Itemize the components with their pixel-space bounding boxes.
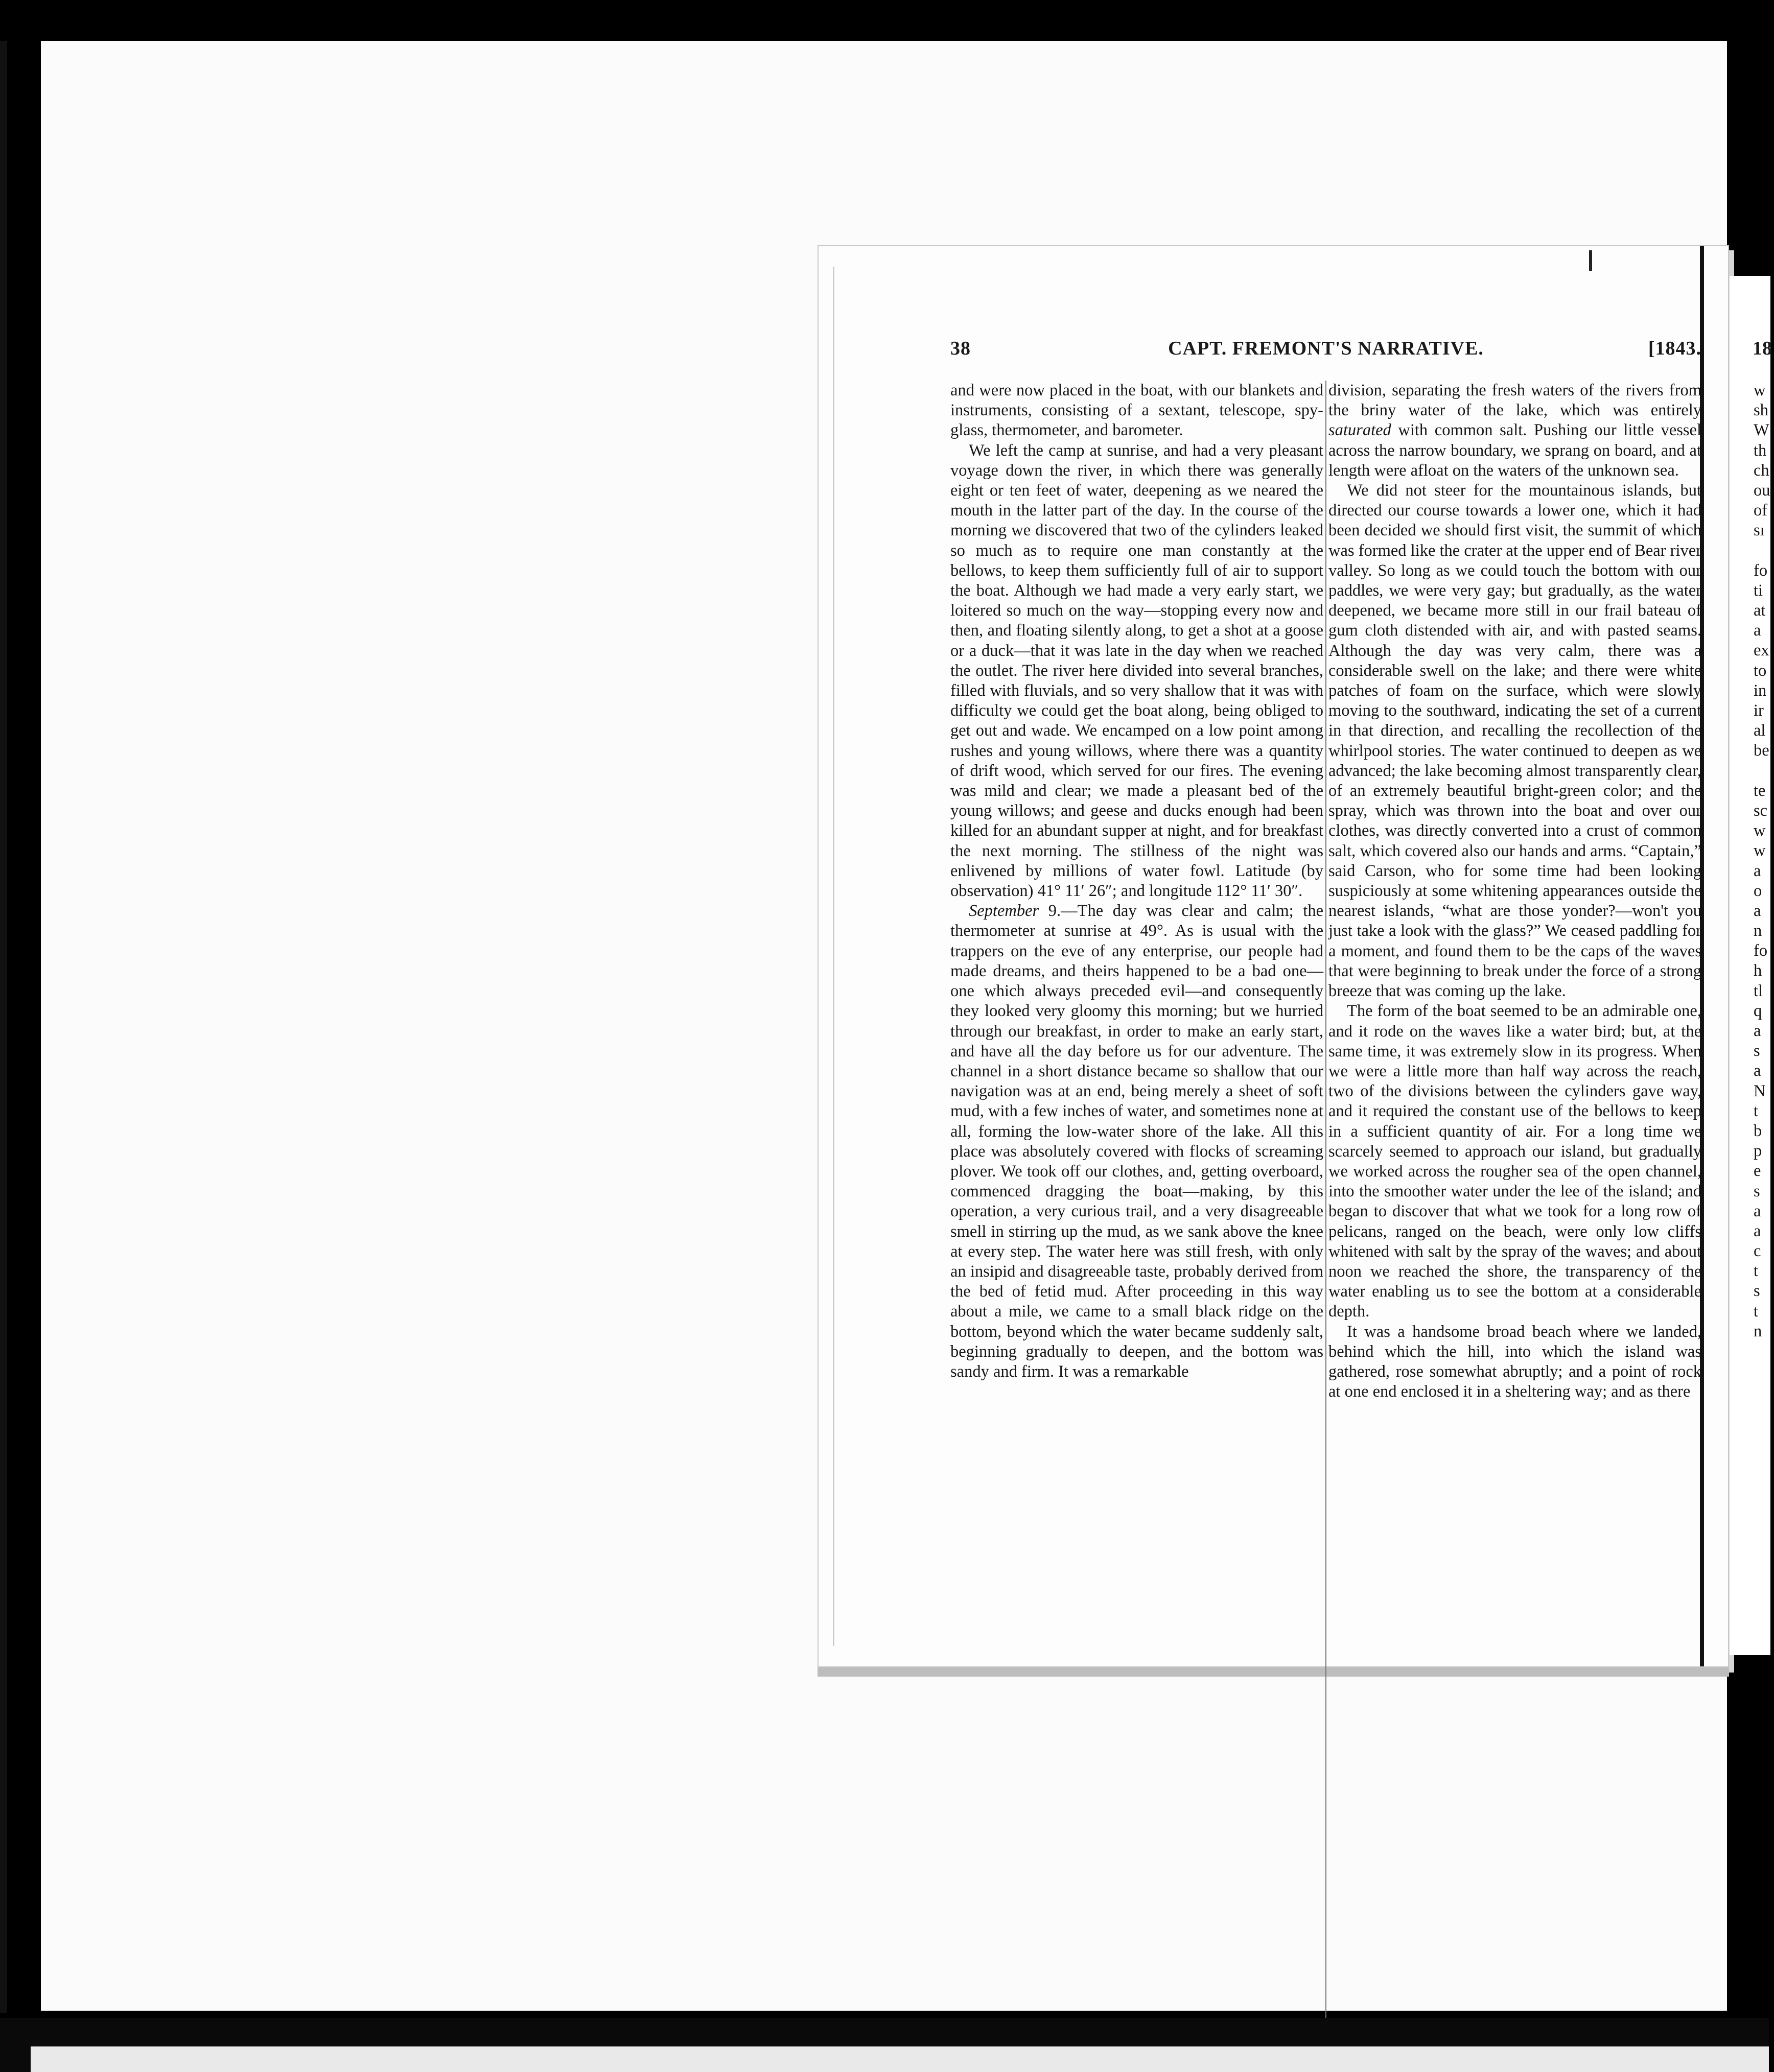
scan-mark — [1589, 250, 1592, 271]
left-column — [950, 381, 1323, 2066]
paragraph: We did not steer for the mountainous islands, but directed our course towards a lower one, which it had been decided we should first visit, the summit of which was formed like the crater at the upper end of Bear river valley. So long as we could touch the bottom with our paddles, we were very gay; but gradually, as the water deepened, we became more still in our frail bateau of gum cloth distended with air, and with pasted seams. Although the day was very calm, there was a considerable swell on the lake; and there were white patches of foam on the surface, which were slowly moving to the southward, indicating the set of a current in that direction, and recalling the recollection of the whirlpool stories. The water continued to deepen as we advanced; the lake becoming almost transparently clear, of an extremely beautiful bright-green color; and the spray, which was thrown into the boat and over our clothes, was directly converted into a crust of common salt, which covered also our hands and arms. “Captain,” said Carson, who for some time had been looking suspiciously at some whitening appearances outside the nearest islands, “what are those yonder?—won't you just take a look with the glass?” We ceased paddling for a moment, and found them to be the caps of the waves that were beginning to break under the force of a strong breeze that was coming up the lake. — [1328, 481, 1702, 1001]
facing-page-fragment: s — [1754, 1042, 1760, 1061]
facing-page-fragment: p — [1754, 1142, 1762, 1161]
facing-page-fragment: s — [1754, 1182, 1760, 1200]
facing-page-fragment: at — [1754, 601, 1766, 620]
emphasis: saturated — [1328, 421, 1391, 440]
facing-page-fragment: a — [1754, 621, 1761, 640]
paragraph — [950, 901, 1323, 1382]
year-marker: [1843. — [1648, 338, 1701, 359]
facing-page-fragment: t — [1754, 1302, 1759, 1321]
facing-page-fragment: a — [1754, 1202, 1761, 1220]
facing-page-fragment: N — [1754, 1081, 1766, 1100]
date-italic: September — [969, 902, 1039, 921]
facing-page-fragment — [1754, 541, 1774, 561]
facing-page-fragment: t — [1754, 1262, 1759, 1281]
page-edge-line — [833, 267, 834, 1646]
facing-page-header: 18 — [1753, 338, 1772, 359]
facing-page-fragment: to — [1754, 661, 1767, 680]
facing-page-fragment: a — [1754, 901, 1761, 920]
facing-page-fragment: q — [1754, 1001, 1762, 1020]
facing-page-fragment: h — [1754, 961, 1762, 980]
facing-page-fragment: ir — [1754, 701, 1764, 720]
facing-page-fragment: ch — [1754, 461, 1769, 480]
facing-page-fragment: b — [1754, 1121, 1762, 1140]
facing-page-fragment: w — [1754, 841, 1766, 860]
facing-page-fragment: W — [1754, 421, 1769, 440]
facing-page-text-fragments — [1754, 381, 1774, 1341]
facing-page-fragment: sı — [1754, 521, 1765, 540]
facing-page-fragment — [1754, 761, 1774, 781]
film-edge-left — [0, 41, 7, 2013]
facing-page-fragment: fo — [1754, 941, 1768, 960]
facing-page-fragment: te — [1754, 781, 1766, 800]
paragraph-text: with common salt. Pushing our little vessel across the narrow boundary, we sprang on board, and at length were afloat on the waters of the unknown sea. — [1328, 421, 1701, 480]
facing-page-fragment: al — [1754, 721, 1766, 740]
facing-page-fragment: of — [1754, 501, 1768, 520]
facing-page-fragment: a — [1754, 1221, 1761, 1240]
facing-page-fragment: be — [1754, 741, 1769, 760]
facing-page-fragment: ou — [1754, 481, 1770, 500]
paragraph: The form of the boat seemed to be an admirable one, and it rode on the waves like a water bird; but, at the same time, it was extremely slow in its progress. When we were a little more than half way across the reach, two of the divisions between the cylinders gave way, and it required the constant use of the bellows to keep in a sufficient quantity of air. For a long time we scarcely seemed to approach our island, but gradually we worked across the rougher sea of the open channel, into the smoother water under the lee of the island; and began to discover that what we took for a long row of pelicans, ranged on the beach, were only low cliffs whitened with salt by the spray of the waves; and about noon we reached the shore, the transparency of the water enabling us to see the bottom at a considerable depth. — [1328, 1002, 1701, 1321]
facing-page-fragment: n — [1754, 922, 1762, 940]
facing-page-fragment: in — [1754, 681, 1767, 700]
facing-page-fragment: fo — [1754, 561, 1768, 580]
facing-page-fragment: s — [1754, 1282, 1760, 1301]
next-frame-edge — [31, 2046, 1769, 2072]
facing-page-fragment: ex — [1754, 641, 1769, 660]
running-title: CAPT. FREMONT'S NARRATIVE. — [1168, 338, 1484, 359]
paragraph: We left the camp at sunrise, and had a very pleasant voyage down the river, in which there was generally eight or ten feet of water, deepening as we neared the mouth in the latter part of the day. In the course of the morning we discovered that two of the cylinders leaked so much as to require one man constantly at the bellows, to keep them sufficiently full of air to support the boat. Although we had made a very early start, we loitered so much on the way—stopping every now and then, and floating silently along, to get a shot at a goose or a duck—that it was late in the day when we reached the outlet. The river here divided into several branches, filled with fluvials, and so very shallow that it was with difficulty we could get the boat along, being obliged to get out and wade. We encamped on a low point among rushes and young willows, where there was a quantity of drift wood, which served for our fires. The evening was mild and clear; we made a pleasant bed of the young willows; and geese and ducks enough had been killed for an abundant supper at night, and for breakfast the next morning. The stillness of the night was enlivened by millions of water fowl. Latitude (by observation) 41° 11′ 26″; and longitude 112° 11′ 30″. — [950, 441, 1323, 901]
paragraph-text: 9.—The day was clear and calm; the thermometer at sunrise at 49°. As is usual with the trappers on the eve of any enterprise, our people had made dreams, and theirs happened to be a bad one—one which always preceded evil—and consequently they looked very gloomy this morning; but we hurried through our breakfast, in order to make an early start, and have all the day before us for our adventure. The channel in a short distance became so shallow that our navigation was at an end, being merely a sheet of soft mud, with a few inches of water, and sometimes none at all, forming the low-water shore of the lake. All this place was absolutely covered with flocks of screaming plover. We took off our clothes, and, getting overboard, commenced dragging the boat—making, by this operation, a very curious trail, and a very disagreeable smell in stirring up the mud, as we sank above the knee at every step. The water here was still fresh, with only an insipid and disagreeable taste, probably derived from the bed of fetid mud. After proceeding in this way about a mile, we came to a small black ridge on the bottom, beyond which the water became suddenly salt, beginning gradually to deepen, and the bottom was sandy and firm. It was a remarkable — [950, 902, 1323, 1381]
film-edge-bottom — [0, 2018, 1769, 2072]
paragraph-text: division, separating the fresh waters of the rivers from the briny water of the lake, which was entirely — [1328, 381, 1701, 420]
facing-page-fragment: a — [1754, 1062, 1761, 1080]
facing-page-fragment: ti — [1754, 581, 1763, 600]
facing-page-fragment: sc — [1754, 801, 1768, 820]
paragraph — [1328, 381, 1701, 481]
facing-page-fragment: e — [1754, 1162, 1761, 1181]
facing-page-fragment: tl — [1754, 981, 1763, 1000]
facing-page-fragment: a — [1754, 1022, 1761, 1040]
facing-page-fragment: w — [1754, 381, 1766, 399]
facing-page-fragment: a — [1754, 861, 1761, 880]
paragraph: It was a handsome broad beach where we landed, behind which the hill, into which the island was gathered, rose somewhat abruptly; and a point of rock at one end enclosed it in a sheltering way; and as there — [1328, 1322, 1701, 1401]
facing-page-fragment: w — [1754, 821, 1766, 840]
column-rule — [1325, 381, 1326, 2061]
facing-page-fragment: sh — [1754, 401, 1768, 420]
facing-page-fragment: n — [1754, 1322, 1762, 1340]
facing-page-fragment: th — [1754, 441, 1767, 460]
right-column — [1328, 381, 1701, 2066]
facing-page-fragment: c — [1754, 1242, 1761, 1261]
paragraph: and were now placed in the boat, with our blankets and instruments, consisting of a sextant, telescope, spy-glass, thermometer, and barometer. — [950, 381, 1323, 440]
running-head — [950, 337, 1701, 368]
facing-page-fragment: o — [1754, 881, 1762, 900]
facing-page-fragment: t — [1754, 1101, 1759, 1120]
page-number: 38 — [950, 338, 971, 359]
